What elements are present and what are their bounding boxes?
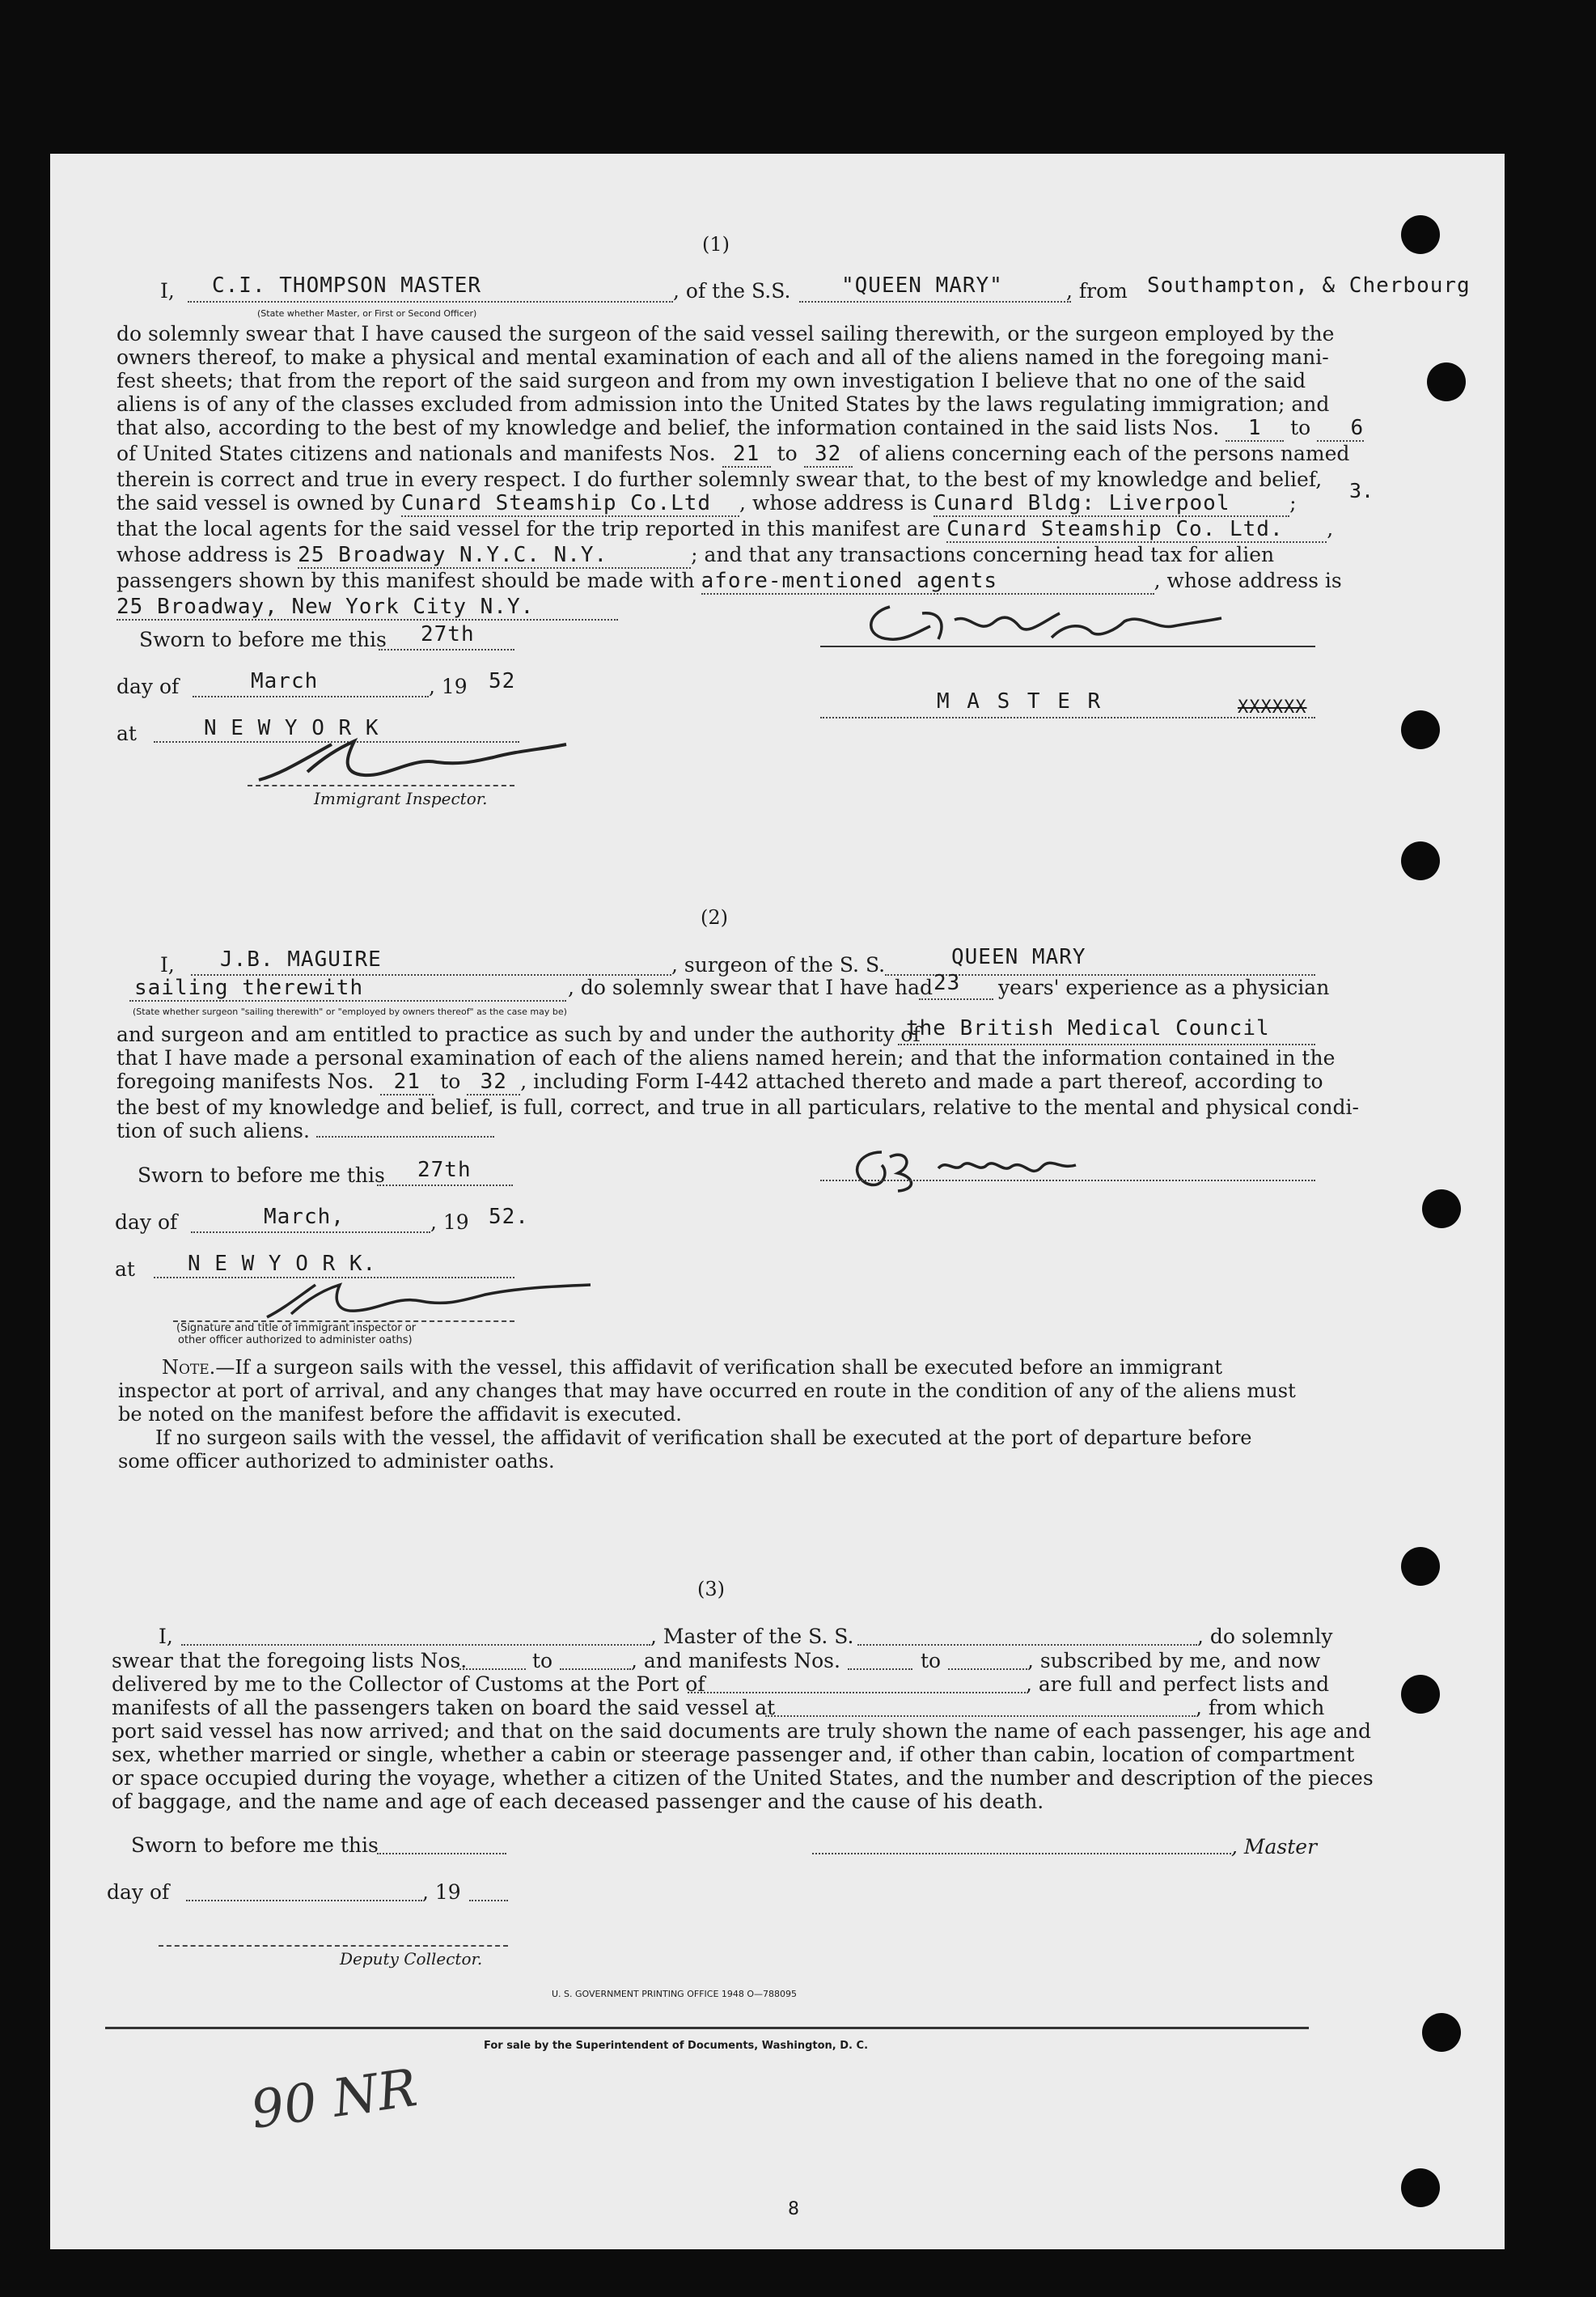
oath-line: aliens is of any of the classes excluded from admission into the United States by the laws regulating immigration; and xyxy=(116,392,1330,416)
surgeon-paragraph xyxy=(116,1046,1359,1142)
owner-address: Cunard Bldg: Liverpool xyxy=(933,492,1289,517)
footer-rule xyxy=(105,2027,1309,2029)
oath-line: therein is correct and true in every respect. I do further solemnly swear that, to the best of my knowledge and belief, xyxy=(116,468,1323,491)
lists-from: 1 xyxy=(1226,417,1284,442)
i-label-2: I, xyxy=(160,953,175,977)
punch-hole xyxy=(1401,215,1440,254)
s3-paragraph xyxy=(112,1719,1374,1813)
s3-sworn-label: Sworn to before me this xyxy=(131,1833,379,1857)
for-sale-line: For sale by the Superintendent of Documents, Washington, D. C. xyxy=(484,2040,869,2052)
vessel-name: "QUEEN MARY" xyxy=(841,273,1003,298)
s3-line: port said vessel has now arrived; and that on the said documents are truly shown the name of each passenger, his age and xyxy=(112,1719,1372,1743)
s3-year-line xyxy=(469,1900,508,1901)
s3-taken-label: manifests of all the passengers taken on board the said vessel at xyxy=(112,1696,776,1719)
oath-paragraph xyxy=(116,322,1364,621)
s3-year-prefix: , 19 xyxy=(422,1880,461,1904)
lists-to: 6 xyxy=(1317,417,1364,442)
surgeon-line: the best of my knowledge and belief, is full, correct, and true in all particulars, relative to the mental and physical condi- xyxy=(116,1096,1359,1119)
s3-i-label: I, xyxy=(159,1625,173,1648)
sworn-month: March xyxy=(251,669,319,693)
sworn-day-2-line xyxy=(377,1185,513,1186)
s3-subscribed: , subscribed by me, and now xyxy=(1027,1649,1321,1672)
note-line-1: Note.—If a surgeon sails with the vessel, this affidavit of verification shall be executed before an immigrant xyxy=(162,1356,1223,1379)
punch-hole xyxy=(1401,710,1440,749)
s3-line: sex, whether married or single, whether a cabin or steerage passenger and, if other than cabin, location of compartment xyxy=(112,1743,1355,1766)
s3-taken-line xyxy=(765,1715,1196,1717)
day-of-label-2: day of xyxy=(115,1210,178,1234)
note-line: inspector at port of arrival, and any changes that may have occurred en route in the condition of any of the aliens must xyxy=(118,1379,1296,1402)
i-label: I, xyxy=(160,279,175,303)
note-paragraph xyxy=(118,1356,1296,1473)
margin-note: 3. xyxy=(1349,479,1374,502)
punch-hole xyxy=(1422,1189,1461,1228)
master-title: M A S T E R xyxy=(937,689,1103,714)
s3-master-of: , Master of the S. S. xyxy=(650,1625,854,1648)
sworn-place: N E W Y O R K xyxy=(204,716,379,740)
surgeon-signature-line xyxy=(820,1180,1315,1181)
officer-caption-2: other officer authorized to administer oaths) xyxy=(178,1334,413,1346)
section-3-header: (3) xyxy=(697,1578,725,1600)
sworn-day-2: 27th xyxy=(417,1158,472,1182)
sworn-month-2: March, xyxy=(264,1205,345,1229)
s3-day-of-label: day of xyxy=(107,1880,170,1904)
years-experience: 23 xyxy=(933,971,961,995)
oath-line-lists: that also, according to the best of my knowledge and belief, the information contained in the said lists Nos. 1 to 6 xyxy=(116,416,1365,440)
agents-address: 25 Broadway N.Y.C. N.Y. xyxy=(298,544,691,569)
master-name: C.I. THOMPSON MASTER xyxy=(212,273,482,298)
s3-master-line xyxy=(181,1644,650,1646)
authority: the British Medical Council xyxy=(906,1016,1270,1040)
sworn-day: 27th xyxy=(421,622,475,646)
of-ss-label: , of the S.S. xyxy=(673,279,791,303)
from-port: Southampton, & Cherbourg xyxy=(1147,273,1471,298)
s3-manifests-from-line xyxy=(848,1668,912,1670)
at-label: at xyxy=(116,722,137,745)
surgeon-line-last: tion of such aliens. xyxy=(116,1119,1359,1142)
day-of-label: day of xyxy=(116,675,180,698)
s3-line: of baggage, and the name and age of each deceased passenger and the cause of his death. xyxy=(112,1790,1044,1813)
s3-lists-from-line xyxy=(459,1668,526,1670)
sailing-status: sailing therewith xyxy=(134,976,364,1000)
s3-from-which: , from which xyxy=(1196,1696,1325,1719)
note-line: some officer authorized to administer oaths. xyxy=(118,1450,555,1473)
oath-line-address: whose address is 25 Broadway N.Y.C. N.Y. ; and that any transactions concerning head tax for alien xyxy=(116,543,1275,567)
oath-line-manifests: of United States citizens and nationals and manifests Nos. 21 to 32 of aliens concerning each of the persons named xyxy=(116,442,1350,466)
punch-hole xyxy=(1422,2013,1461,2052)
manifests-from: 21 xyxy=(722,443,771,468)
owner: Cunard Steamship Co.Ltd xyxy=(401,492,739,517)
sworn-year-2: 52. xyxy=(489,1205,529,1229)
oath-line: owners thereof, to make a physical and mental examination of each and all of the aliens named in the foregoing mani- xyxy=(116,345,1329,369)
punch-hole xyxy=(1401,1675,1440,1714)
surgeon-signature xyxy=(833,1141,1108,1197)
sworn-label: Sworn to before me this xyxy=(139,628,387,651)
master-signature-line xyxy=(820,646,1315,647)
at-label-2: at xyxy=(115,1257,135,1281)
manifests-to: 32 xyxy=(804,443,853,468)
inspector-signature-1 xyxy=(251,733,574,790)
years-tail: years' experience as a physician xyxy=(998,976,1330,999)
s3-manifests-to-line xyxy=(948,1668,1027,1670)
note-line: be noted on the manifest before the affidavit is executed. xyxy=(118,1403,682,1426)
oath-line-agents: that the local agents for the said vessel for the trip reported in this manifest are Cunard Steamship Co. Ltd. , xyxy=(116,517,1334,541)
from-label: , from xyxy=(1066,279,1128,303)
s3-to-2: to xyxy=(921,1649,942,1672)
s3-collector-caption: Deputy Collector. xyxy=(340,1949,483,1969)
s3-sworn-line xyxy=(377,1853,506,1854)
inspector-signature-2 xyxy=(259,1277,599,1325)
swear-text: , do solemnly swear that I have had xyxy=(568,976,933,999)
note-label: Note. xyxy=(162,1356,216,1379)
sworn-month-line xyxy=(193,696,429,697)
note-line: If no surgeon sails with the vessel, the affidavit of verification shall be executed at the port of departure before xyxy=(155,1426,1252,1449)
authority-text: and surgeon and am entitled to practice as such by and under the authority of xyxy=(116,1023,921,1046)
authority-line xyxy=(898,1044,1315,1045)
surgeon-line: that I have made a personal examination of each of the aliens named herein; and that the information contained in the xyxy=(116,1046,1336,1070)
printing-office: U. S. GOVERNMENT PRINTING OFFICE 1948 O—788095 xyxy=(552,1989,798,1999)
s3-month-line xyxy=(186,1900,422,1901)
manifests-to-2: 32 xyxy=(467,1070,520,1096)
s3-port-line xyxy=(688,1692,1026,1693)
surgeon-name: J.B. MAGUIRE xyxy=(220,947,382,972)
surgeon-line-manifests: foregoing manifests Nos. 21 to 32 , including Form I-442 attached thereto and made a part thereof, according to xyxy=(116,1070,1323,1094)
s3-manifests-label: , and manifests Nos. xyxy=(631,1649,840,1672)
head-tax-agents: afore-mentioned agents xyxy=(701,570,1154,595)
vessel-name-line xyxy=(799,301,1071,303)
agents: Cunard Steamship Co. Ltd. xyxy=(946,518,1327,543)
years-experience-line xyxy=(919,998,993,1000)
sworn-place-2: N E W Y O R K. xyxy=(188,1252,377,1276)
oath-line: do solemnly swear that I have caused the surgeon of the said vessel sailing therewith, or the surgeon employed by the xyxy=(116,322,1335,345)
year-prefix-2: , 19 xyxy=(430,1210,469,1234)
oath-line: fest sheets; that from the report of the said surgeon and from my own investigation I believe that no one of the said xyxy=(116,369,1306,392)
oath-line-headtax: passengers shown by this manifest should be made with afore-mentioned agents , whose address is xyxy=(116,569,1342,593)
s3-to-1: to xyxy=(532,1649,553,1672)
inspector-caption: Immigrant Inspector. xyxy=(314,789,488,808)
punch-hole xyxy=(1401,841,1440,880)
punch-hole xyxy=(1427,362,1466,401)
bottom-mark: 8 xyxy=(788,2199,799,2219)
s3-vessel-line xyxy=(857,1644,1197,1646)
manifests-from-2: 21 xyxy=(380,1070,434,1096)
s3-port-label: delivered by me to the Collector of Customs at the Port of xyxy=(112,1672,705,1696)
vessel-name-2: QUEEN MARY xyxy=(951,945,1086,969)
year-prefix: , 19 xyxy=(429,675,468,698)
s3-lists-to-line xyxy=(560,1668,631,1670)
oath-line-owner: the said vessel is owned by Cunard Steamship Co.Ltd , whose address is Cunard Bldg: Liverpool ; xyxy=(116,491,1297,515)
s3-solemnly: , do solemnly xyxy=(1197,1625,1333,1648)
sworn-month-2-line xyxy=(191,1231,430,1233)
struck-text: XXXXXX xyxy=(1238,697,1307,718)
punch-hole xyxy=(1401,2168,1440,2207)
sworn-day-line xyxy=(379,649,514,651)
s3-lists-label: swear that the foregoing lists Nos. xyxy=(112,1649,468,1672)
officer-caption-1: (Signature and title of immigrant inspector or xyxy=(176,1322,417,1334)
sailing-caption: (State whether surgeon "sailing therewith" or "employed by owners thereof" as the case may be) xyxy=(133,1007,567,1017)
section-2-header: (2) xyxy=(701,906,728,929)
punch-hole xyxy=(1401,1547,1440,1586)
section-1-header: (1) xyxy=(702,233,730,256)
master-caption: (State whether Master, or First or Second Officer) xyxy=(257,308,477,319)
sworn-year: 52 xyxy=(489,669,516,693)
handwritten-note: 90 NR xyxy=(247,2058,421,2141)
sworn-label-2: Sworn to before me this xyxy=(138,1163,385,1187)
s3-master-label: , Master xyxy=(1231,1835,1318,1858)
s3-full-perfect: , are full and perfect lists and xyxy=(1026,1672,1330,1696)
s3-master-sign-line xyxy=(812,1853,1231,1854)
head-tax-address: 25 Broadway, New York City N.Y. xyxy=(116,595,618,621)
s3-line: or space occupied during the voyage, whether a citizen of the United States, and the number and description of the pieces xyxy=(112,1766,1374,1790)
surgeon-of-label: , surgeon of the S. S. xyxy=(671,953,886,977)
